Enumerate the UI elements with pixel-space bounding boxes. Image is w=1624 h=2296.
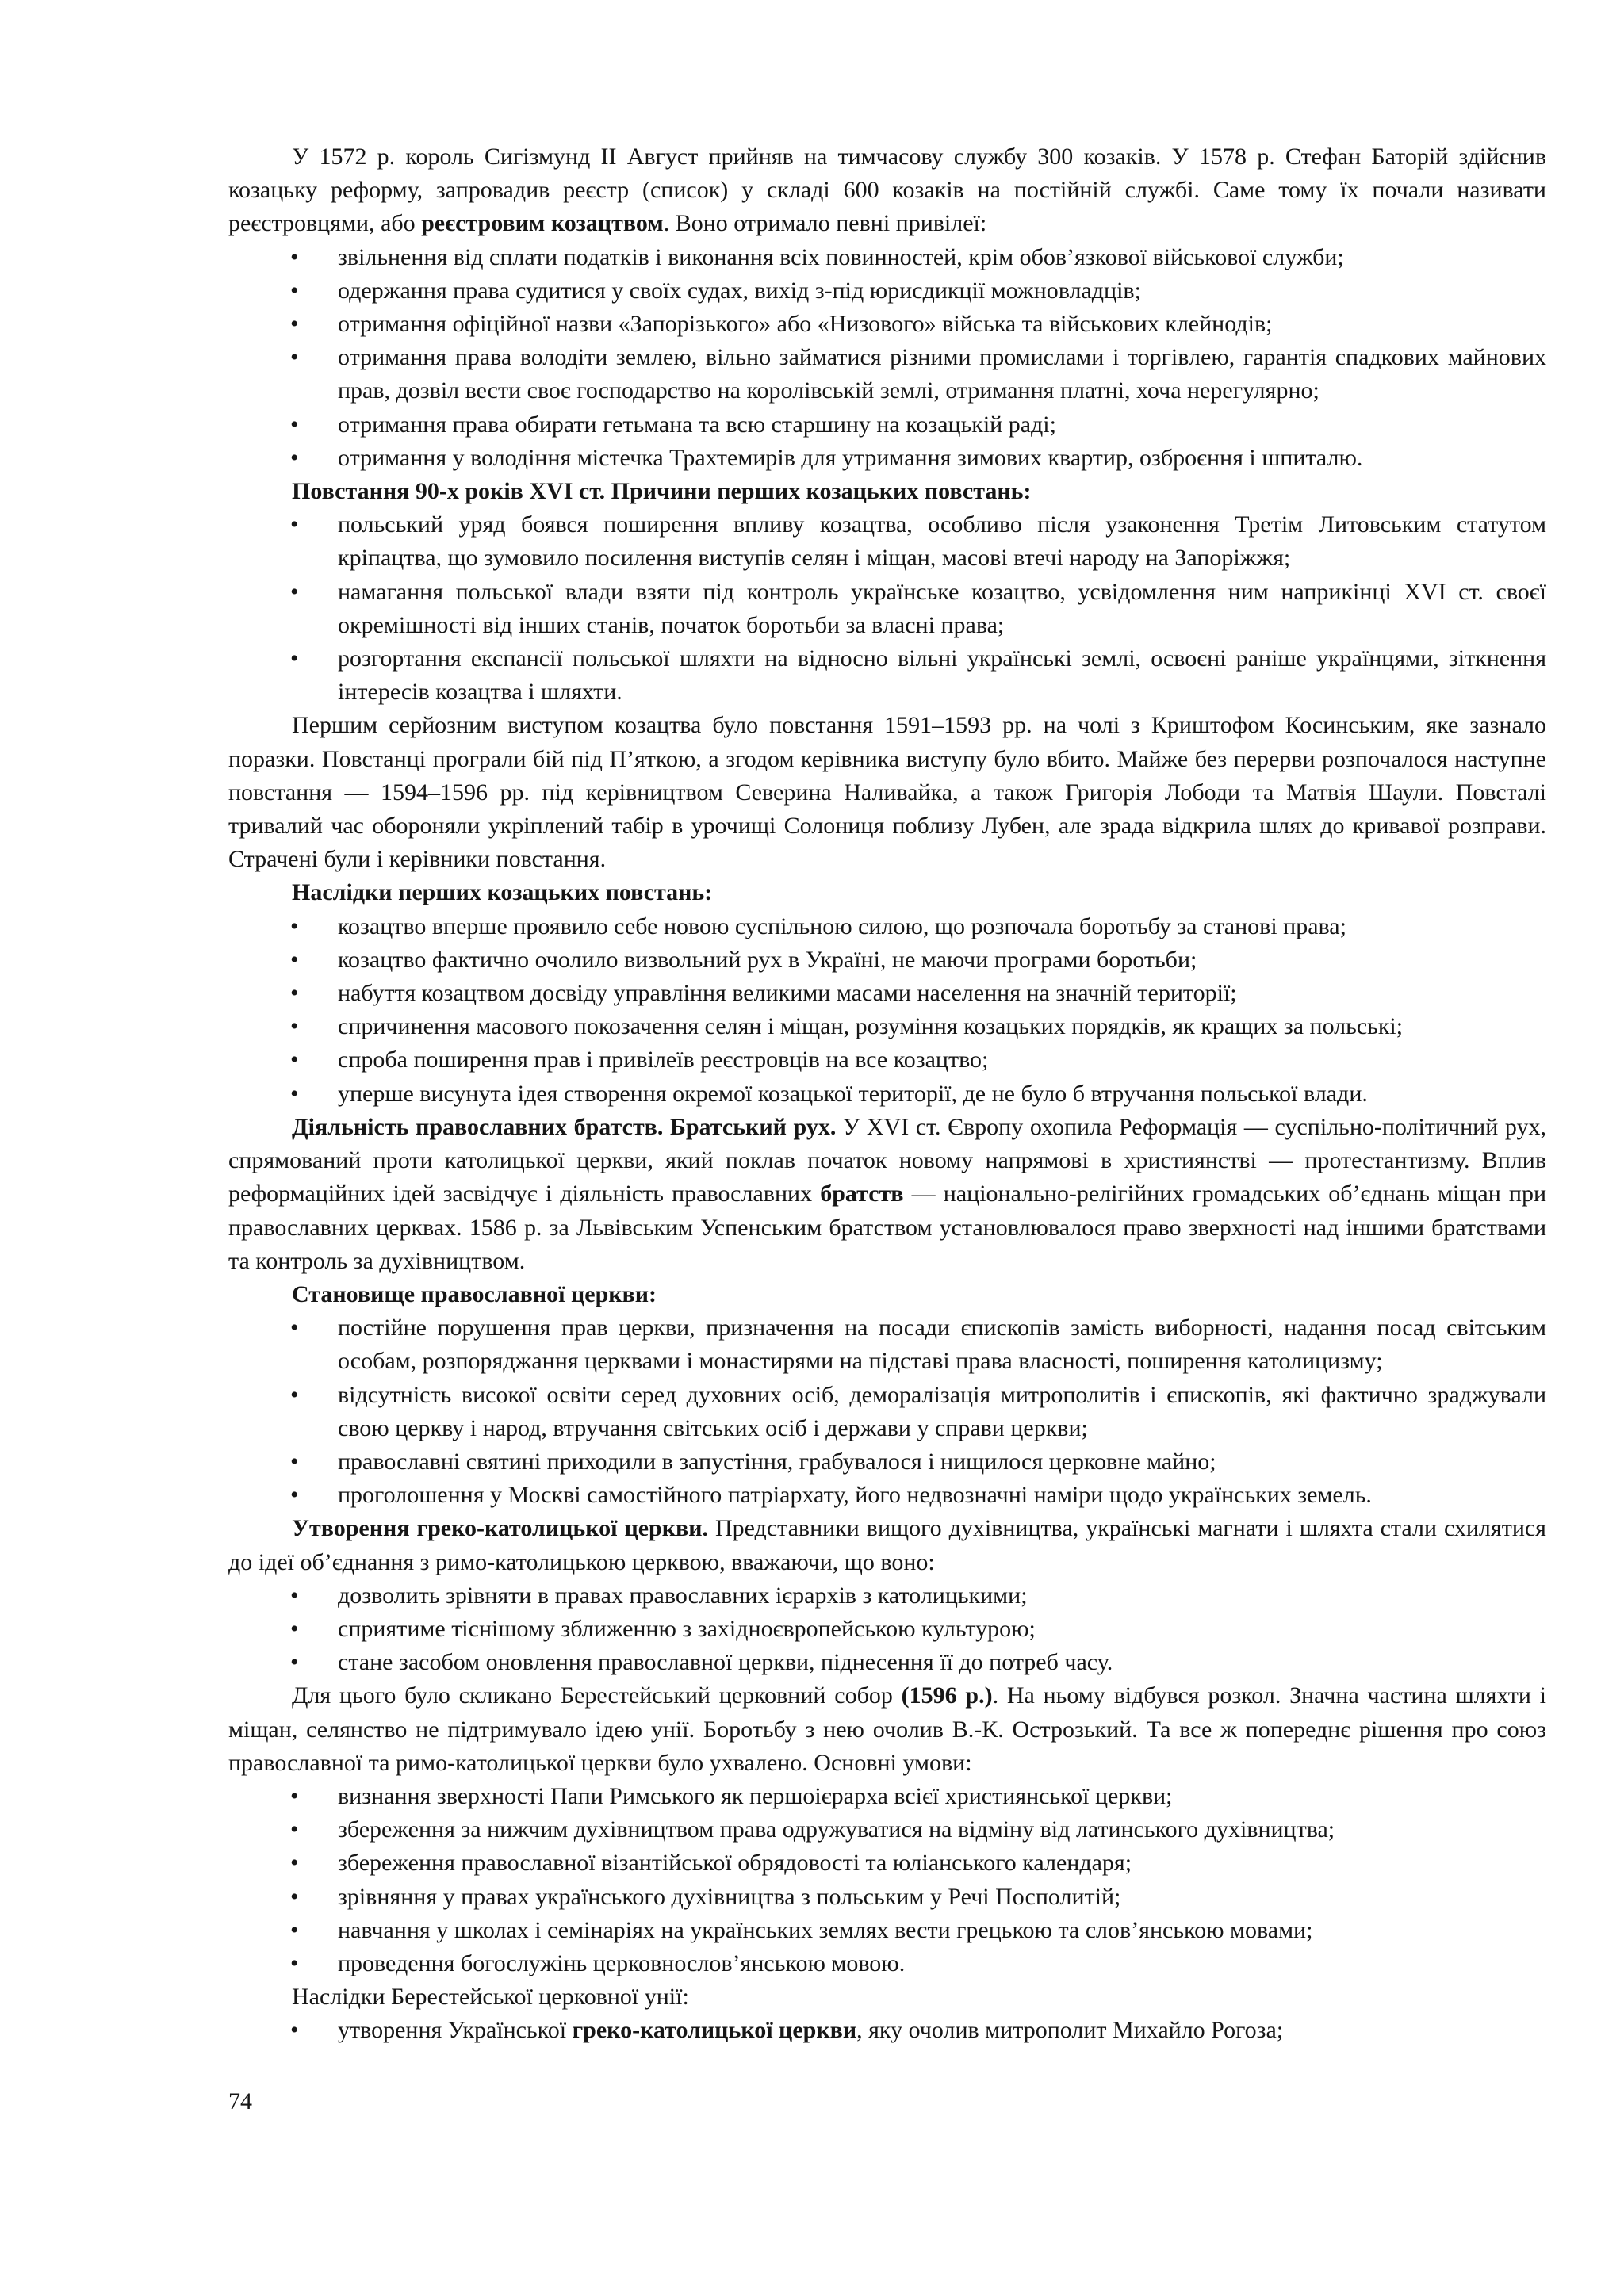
- intro-paragraph: [228, 140, 1546, 241]
- greek-catholic-paragraph: [228, 1512, 1546, 1578]
- list-item: • проведення богослужінь церковнослов’янською мовою.: [228, 1947, 1546, 1980]
- church-heading: [228, 1278, 1546, 1311]
- intro-text-end: . Воно отримало певні привілеї:: [663, 210, 987, 237]
- conditions-list: [228, 1780, 1546, 1980]
- results-list: [228, 910, 1546, 1111]
- list-item: [228, 2014, 1546, 2047]
- list-item: • визнання зверхності Папи Римського як першоієрарха всієї християнської церкви;: [228, 1780, 1546, 1813]
- list-item: • навчання у школах і семінаріях на українських землях вести грецькою та слов’янською мовами;: [228, 1914, 1546, 1947]
- greek-catholic-heading: Утворення греко-католицької церкви.: [292, 1515, 709, 1542]
- brotherhoods-term: братств: [820, 1181, 904, 1207]
- list-item: • звільнення від сплати податків і виконання всіх повинностей, крім обов’язкової військової служби;: [228, 241, 1546, 274]
- list-item: • стане засобом оновлення православної церкви, піднесення її до потреб часу.: [228, 1646, 1546, 1679]
- brotherhoods-heading: Діяльність православних братств. Братський рух.: [292, 1113, 837, 1140]
- list-item: • отримання у володіння містечка Трахтемирів для утримання зимових квартир, озброєння і шпиталю.: [228, 442, 1546, 475]
- list-item: • польський уряд боявся поширення впливу козацтва, особливо після узаконення Третім Литовським статутом кріпацтва, що зумовило посилення виступів селян і міщан, масові втечі народу на Запоріжжя;: [228, 508, 1546, 575]
- union-results-list: [228, 2014, 1546, 2047]
- list-item: • одержання права судитися у своїх судах, вихід з-під юрисдикції можновладців;: [228, 274, 1546, 308]
- heading-text: Наслідки перших козацьких повстань:: [292, 879, 713, 906]
- uprisings-paragraph: Першим серйозним виступом козацтва було повстання 1591–1593 рр. на чолі з Криштофом Косинським, яке зазнало поразки. Повстанці програли бій під П’яткою, а згодом керівника виступу було вбито. Майже без перерви розпочалося наступне повстання — 1594–1596 рр. під керівництвом Северина Наливайка, а також Григорія Лободи та Матвія Шаули. Повсталі тривалий час обороняли укріплений табір в урочищі Солониця поблизу Лубен, але зрада відкрила шлях до кривавої розправи. Страчені були і керівники повстання.: [228, 712, 1546, 873]
- list-item: • православні святині приходили в запустіння, грабувалося і нищилося церковне майно;: [228, 1445, 1546, 1479]
- council-text: Для цього було скликано Берестейський церковний собор: [292, 1682, 902, 1709]
- list-item: • відсутність високої освіти серед духовних осіб, деморалізація митрополитів і єпископів, які фактично зраджували свою церкву і народ, втручання світських осіб і держави у справи церкви;: [228, 1379, 1546, 1445]
- results-heading: [228, 876, 1546, 909]
- list-item: • козацтво фактично очолило визвольний рух в Україні, не маючи програми боротьби;: [228, 943, 1546, 977]
- list-item: • спричинення масового покозачення селян і міщан, розуміння козацьких порядків, як кращих за польські;: [228, 1010, 1546, 1043]
- brotherhoods-text: У XVI ст. Європу охопила Реформація — суспільно-політичний рух, спрямований проти католицької церкви, який поклав початок новому напрямові в християнстві — протестантизму. Вплив реформаційних ідей засвідчує і діяльність православних: [228, 1113, 1546, 1207]
- greek-catholic-term: греко-католицької церкви: [572, 2017, 857, 2044]
- registered-cossacks-term: реєстровим козацтвом: [421, 210, 664, 237]
- list-item: • отримання офіційної назви «Запорізького» або «Низового» війська та військових клейнодів;: [228, 308, 1546, 341]
- list-item: • спроба поширення прав і привілеїв реєстровців на все козацтво;: [228, 1043, 1546, 1077]
- list-item: • козацтво вперше проявило себе новою суспільною силою, що розпочала боротьбу за станові права;: [228, 910, 1546, 943]
- union-result-text-end: , яку очолив митрополит Михайло Рогоза;: [856, 2017, 1284, 2044]
- privileges-list: [228, 241, 1546, 475]
- church-state-list: [228, 1311, 1546, 1512]
- brotherhoods-text-end: — національно-релігійних громадських об’єднань міщан при православних церквах. 1586 р. за Львівським Успенським братством установлювалося право зверхності над іншими братствами та контроль за духівництвом.: [228, 1181, 1547, 1274]
- page-body: [228, 140, 1546, 2048]
- list-item: • збереження православної візантійської обрядовості та юліанського календаря;: [228, 1846, 1546, 1880]
- council-year: (1596 р.): [901, 1682, 993, 1709]
- brotherhoods-paragraph: [228, 1111, 1546, 1278]
- heading-text: Становище православної церкви:: [292, 1280, 657, 1307]
- list-item: • постійне порушення прав церкви, призначення на посади єпископів замість виборності, надання посад світським особам, розпоряджання церквами і монастирями на підставі права власності, поширення католицизму;: [228, 1311, 1546, 1378]
- greek-catholic-text: Представники вищого духівництва, українські магнати і шляхта стали схилятися до ідеї об’єднання з римо-католицькою церквою, вважаючи, що воно:: [228, 1515, 1546, 1575]
- list-item: • розгортання експансії польської шляхти на відносно вільні українські землі, освоєні раніше українцями, зіткнення інтересів козацтва і шляхти.: [228, 642, 1546, 709]
- union-results-heading: Наслідки Берестейської церковної унії:: [292, 1984, 689, 2011]
- list-item: • отримання права володіти землею, вільно займатися різними промислами і торгівлею, гарантія спадкових майнових прав, дозвіл вести своє господарство на королівській землі, отримання платні, хоча нерегулярно;: [228, 341, 1546, 408]
- uprisings-heading: [228, 475, 1546, 508]
- list-item: • проголошення у Москві самостійного патріархату, його недвозначні наміри щодо українських земель.: [228, 1479, 1546, 1512]
- council-paragraph: [228, 1679, 1546, 1780]
- union-expectations-list: [228, 1579, 1546, 1680]
- list-item: • уперше висунута ідея створення окремої козацької території, де не було б втручання польської влади.: [228, 1077, 1546, 1111]
- causes-list: [228, 508, 1546, 709]
- heading-text: Повстання 90-х років XVI ст. Причини перших козацьких повстань:: [292, 478, 1032, 505]
- list-item: • набуття козацтвом досвіду управління великими масами населення на значній території;: [228, 977, 1546, 1010]
- list-item: • намагання польської влади взяти під контроль українське козацтво, усвідомлення ним наприкінці XVI ст. своєї окремішності від інших станів, початок боротьби за власні права;: [228, 576, 1546, 642]
- intro-text: У 1572 р. король Сигізмунд ІІ Август прийняв на тимчасову службу 300 козаків. У 1578 р. Стефан Баторій здійснив козацьку реформу, запровадив реєстр (список) у складі 600 козаків на постійній службі. Саме тому їх почали називати реєстровцями, або: [228, 144, 1546, 237]
- list-item: • отримання права обирати гетьмана та всю старшину на козацькій раді;: [228, 408, 1546, 442]
- list-item: • дозволить зрівняти в правах православних ієрархів з католицькими;: [228, 1579, 1546, 1613]
- list-item: • зрівняння у правах українського духівництва з польським у Речі Посполитій;: [228, 1881, 1546, 1914]
- list-item: • збереження за нижчим духівництвом права одружуватися на відміну від латинського духівництва;: [228, 1813, 1546, 1846]
- union-result-text: утворення Української: [338, 2017, 573, 2044]
- council-text-end: . На ньому відбувся розкол. Значна частина шляхти і міщан, селянство не підтримувало ідею унії. Боротьбу з нею очолив В.-К. Острозький. Та все ж попереднє рішення про союз православної та римо-католицької церкви було ухвалено. Основні умови:: [228, 1682, 1546, 1776]
- page-number: 74: [228, 2088, 252, 2114]
- list-item: • сприятиме тіснішому зближенню з західноєвропейською культурою;: [228, 1613, 1546, 1646]
